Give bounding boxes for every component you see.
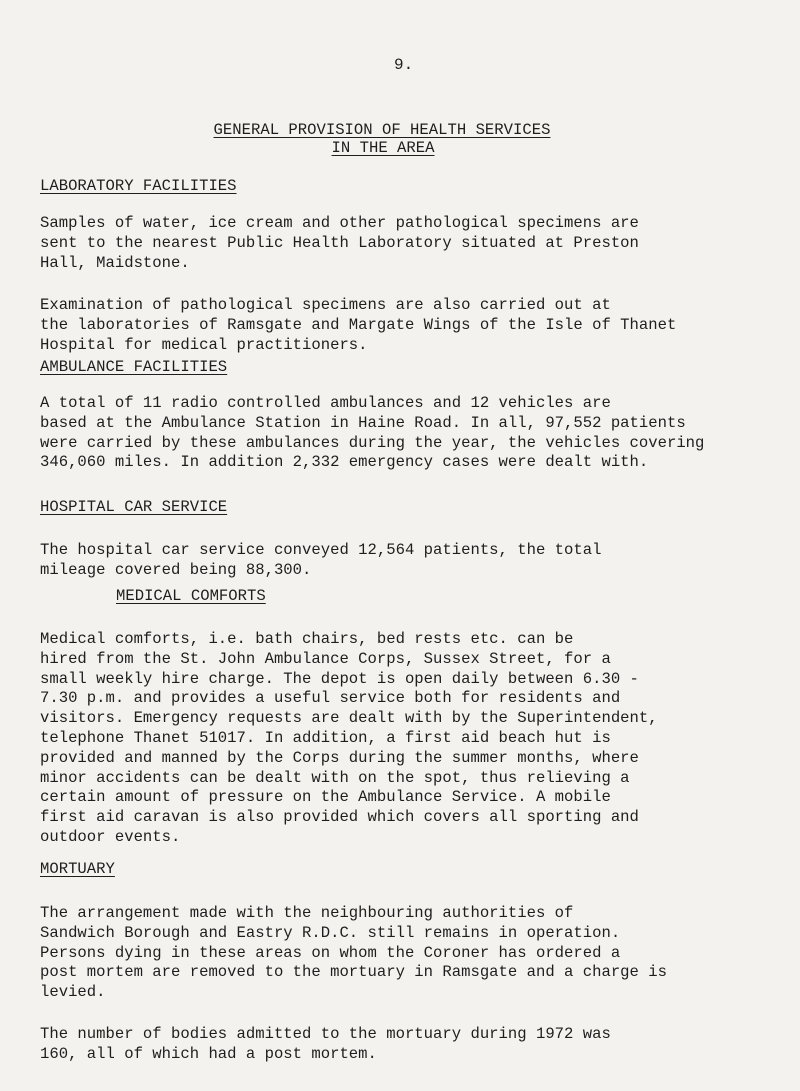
paragraph-medical-comforts: Medical comforts, i.e. bath chairs, bed rests etc. can be hired from the St. John Ambulance Corps, Sussex Street, for a small weekly hire charge. The depot is open daily between 6.30 - 7.30 p.m. and provides a useful service both for residents and visitors. Emergency requests are dealt with by the Superintendent, telephone Thanet 51017. In addition, a first aid beach hut is provided and manned by the Corps during the summer months, where minor accidents can be dealt with on the spot, thus relieving a certain amount of pressure on the Ambulance Service. A mobile first aid caravan is also provided which covers all sporting and outdoor events. — [40, 630, 658, 846]
heading-ambulance-facilities: AMBULANCE FACILITIES — [40, 358, 228, 376]
document-title-line-2: IN THE AREA — [331, 139, 435, 157]
heading-medical-comforts: MEDICAL COMFORTS — [116, 587, 266, 605]
document-title-line-1: GENERAL PROVISION OF HEALTH SERVICES — [213, 121, 551, 139]
heading-mortuary: MORTUARY — [40, 860, 115, 878]
page-number: 9. — [394, 56, 414, 74]
paragraph-laboratory-samples: Samples of water, ice cream and other pathological specimens are sent to the nearest Public Health Laboratory situated at Preston Hall, Maidstone. — [40, 214, 639, 272]
paragraph-laboratory-examination: Examination of pathological specimens are also carried out at the laboratories of Ramsgate and Margate Wings of the Isle of Thanet Hospital for medical practitioners. — [40, 296, 677, 354]
paragraph-mortuary-arrangement: The arrangement made with the neighbouring authorities of Sandwich Borough and Eastry R.D.C. still remains in operation. Persons dying in these areas on whom the Coroner has ordered a post mortem are removed to the mortuary in Ramsgate and a charge is levied. — [40, 904, 667, 1002]
paragraph-mortuary-bodies: The number of bodies admitted to the mortuary during 1972 was 160, all of which had a post mortem. — [40, 1025, 611, 1063]
paragraph-ambulance: A total of 11 radio controlled ambulances and 12 vehicles are based at the Ambulance Station in Haine Road. In all, 97,552 patients were carried by these ambulances during the year, the vehicles covering 346,060 miles. In addition 2,332 emergency cases were dealt with. — [40, 394, 705, 472]
heading-laboratory-facilities: LABORATORY FACILITIES — [40, 177, 237, 195]
heading-hospital-car-service: HOSPITAL CAR SERVICE — [40, 498, 228, 516]
paragraph-hospital-car: The hospital car service conveyed 12,564 patients, the total mileage covered being 88,300. — [40, 541, 602, 579]
